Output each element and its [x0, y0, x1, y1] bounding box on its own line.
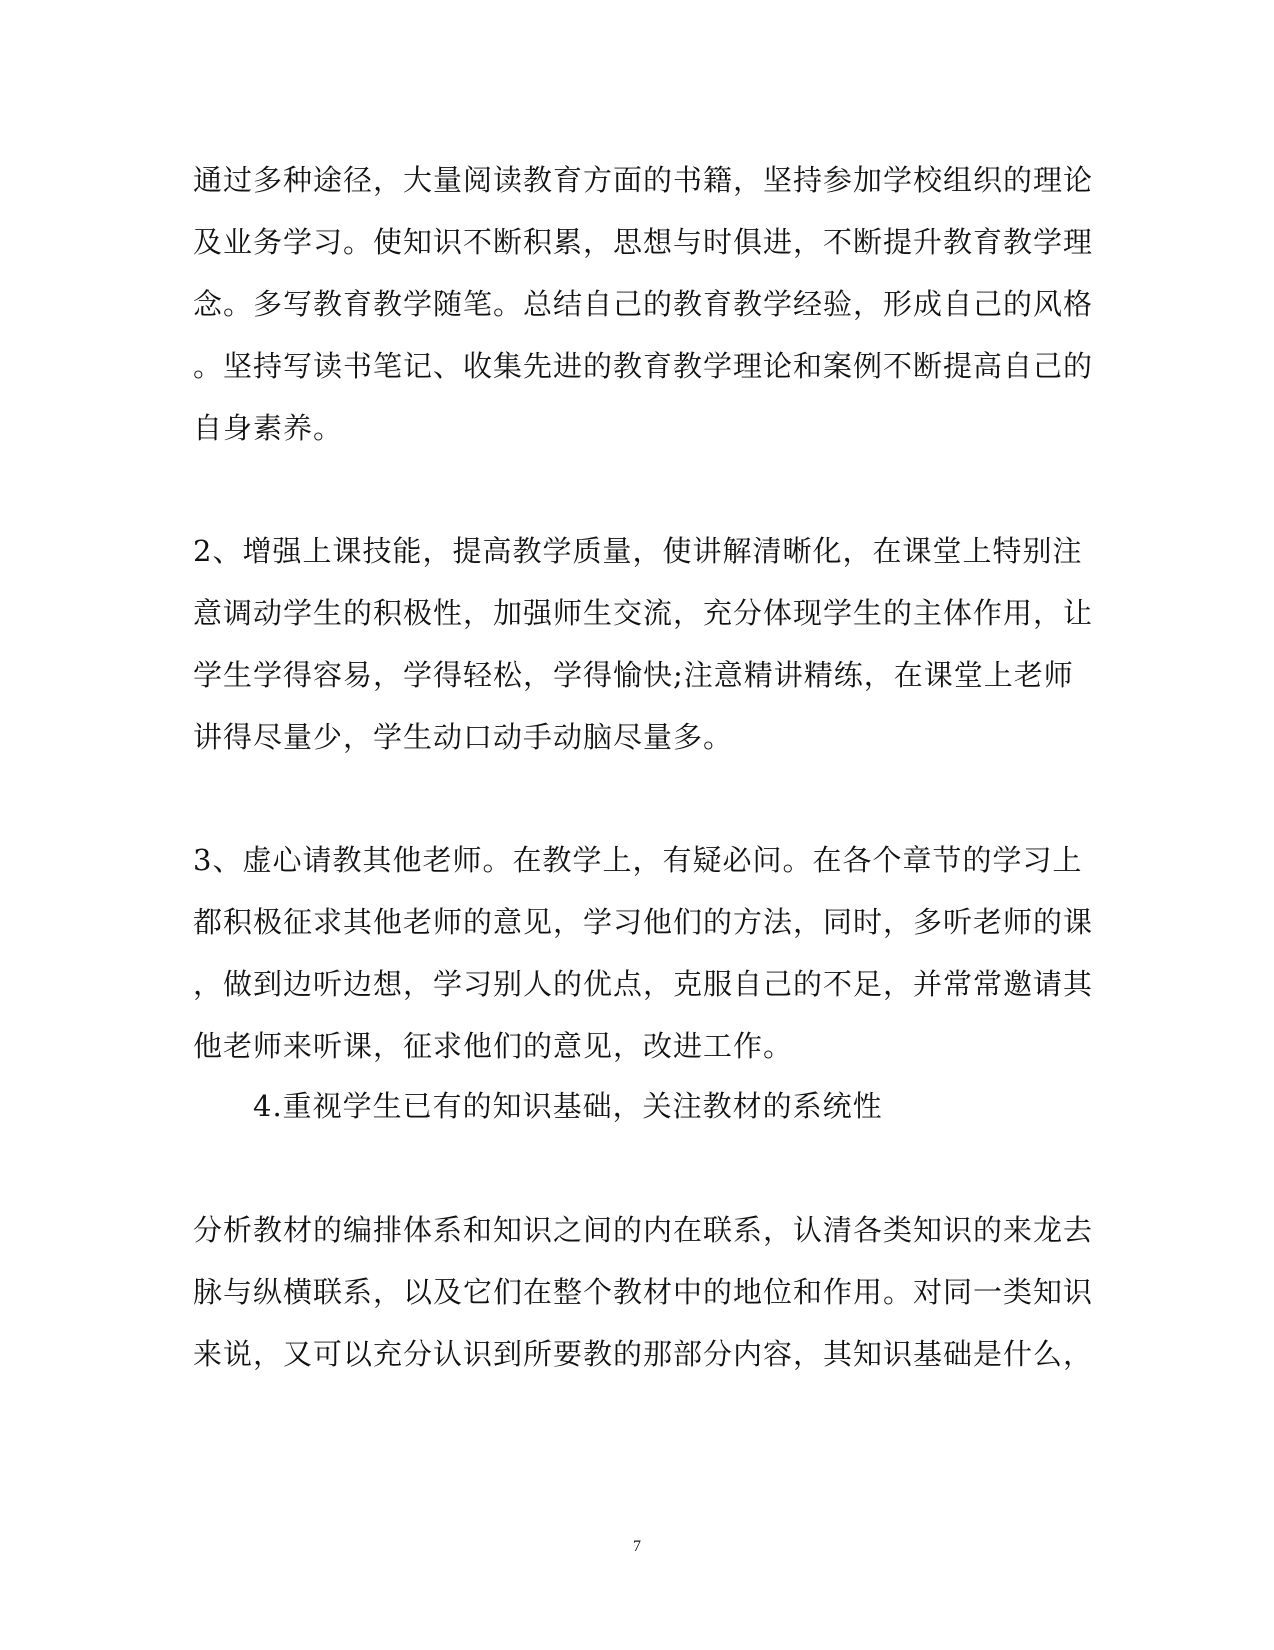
paragraph-2-line-4: 讲得尽量少，学生动口动手动脑尽量多。	[193, 720, 734, 754]
page-number: 7	[633, 1538, 641, 1555]
paragraph-1-line-3: 念。多写教育教学随笔。总结自己的教育教学经验，形成自己的风格	[193, 287, 1094, 321]
paragraph-1-line-5: 自身素养。	[193, 411, 344, 445]
paragraph-3-line-1: 3、虚心请教其他老师。在教学上，有疑必问。在各个章节的学习上	[193, 843, 1083, 877]
paragraph-3-line-4: 他老师来听课，征求他们的意见，改进工作。	[193, 1029, 794, 1063]
paragraph-3-line-2: 都积极征求其他老师的意见，学习他们的方法，同时，多听老师的课	[193, 905, 1094, 939]
paragraph-3-line-3: ，做到边听边想，学习别人的优点，克服自己的不足，并常常邀请其	[193, 967, 1094, 1001]
paragraph-5-line-3: 来说，又可以充分认识到所要教的那部分内容，其知识基础是什么，	[193, 1337, 1094, 1371]
paragraph-1-line-4: 。坚持写读书笔记、收集先进的教育教学理论和案例不断提高自己的	[193, 349, 1094, 383]
section-heading-4: 4.重视学生已有的知识基础，关注教材的系统性	[253, 1089, 883, 1123]
paragraph-1-line-1: 通过多种途径，大量阅读教育方面的书籍，坚持参加学校组织的理论	[193, 163, 1094, 197]
paragraph-2-line-3: 学生学得容易，学得轻松，学得愉快;注意精讲精练，在课堂上老师	[193, 658, 1074, 692]
paragraph-5-line-2: 脉与纵横联系，以及它们在整个教材中的地位和作用。对同一类知识	[193, 1275, 1094, 1309]
paragraph-5-line-1: 分析教材的编排体系和知识之间的内在联系，认清各类知识的来龙去	[193, 1213, 1094, 1247]
paragraph-1-line-2: 及业务学习。使知识不断积累，思想与时俱进，不断提升教育教学理	[193, 225, 1094, 259]
paragraph-2-line-2: 意调动学生的积极性，加强师生交流，充分体现学生的主体作用，让	[193, 596, 1094, 630]
paragraph-2-line-1: 2、增强上课技能，提高教学质量，使讲解清晰化，在课堂上特别注	[193, 534, 1083, 568]
